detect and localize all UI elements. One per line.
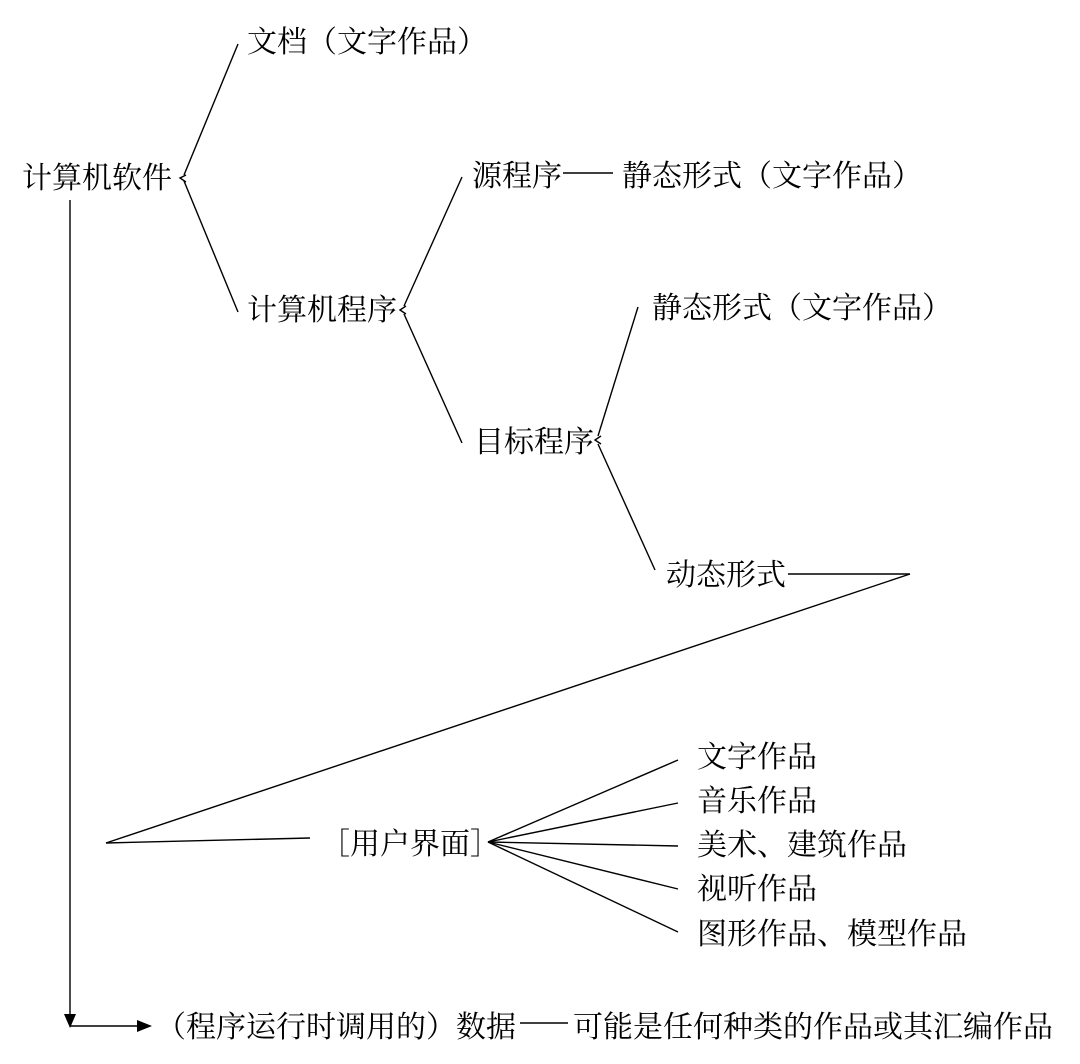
node-dynamic-form: 动态形式	[666, 558, 786, 593]
node-audiovisual-work: 视听作品	[697, 872, 817, 907]
node-source-program: 源程序	[472, 159, 562, 194]
connector-object-to-dynamic	[598, 444, 655, 570]
connector-ui-to-graphic	[488, 842, 678, 932]
node-literary-work: 文字作品	[697, 740, 817, 775]
node-document: 文档（文字作品）	[247, 25, 487, 60]
node-computer-software: 计算机软件	[22, 161, 172, 196]
connector-object-fork	[595, 436, 601, 444]
connector-ui-to-music	[488, 803, 678, 842]
node-graphic-model-work: 图形作品、模型作品	[697, 917, 967, 952]
connector-program-fork	[400, 306, 406, 314]
node-object-program: 目标程序	[474, 425, 594, 460]
node-art-architecture-work: 美术、建筑作品	[697, 828, 907, 863]
node-computer-program: 计算机程序	[247, 293, 397, 328]
connector-ui-to-art	[488, 842, 678, 846]
connector-software-to-document	[184, 44, 238, 175]
node-runtime-data: （程序运行时调用的）数据	[156, 1010, 516, 1045]
connector-program-to-object	[404, 314, 462, 443]
connector-software-to-program	[184, 181, 238, 312]
connector-to-user-interface	[106, 838, 310, 843]
node-labels	[22, 25, 1053, 1045]
node-source-static-form: 静态形式（文字作品）	[622, 159, 922, 194]
node-music-work: 音乐作品	[697, 784, 817, 819]
node-user-interface: ［用户界面］	[320, 827, 500, 862]
node-object-static-form: 静态形式（文字作品）	[652, 291, 952, 326]
connector-program-to-source	[404, 177, 462, 306]
connector-ui-to-audiovisual	[488, 842, 678, 889]
arrowhead-right	[137, 1020, 152, 1032]
node-runtime-data-note: 可能是任何种类的作品或其汇编作品	[573, 1010, 1053, 1045]
connector-ui-to-literary	[488, 760, 678, 842]
connector-object-to-static	[598, 307, 638, 436]
connector-software-fork	[180, 175, 186, 182]
